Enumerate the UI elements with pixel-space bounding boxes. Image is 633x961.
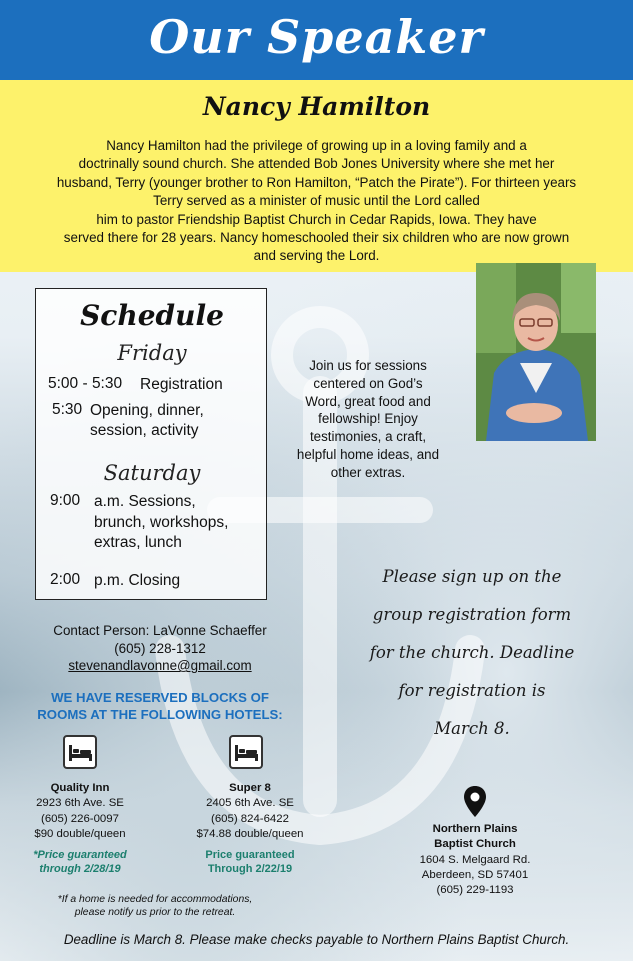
hotel-quality-inn [10, 781, 150, 842]
speaker-photo [476, 263, 596, 441]
contact-email-link[interactable]: stevenandlavonne@gmail.com [68, 658, 252, 674]
signup-line: group registration form [372, 605, 572, 624]
schedule-item: session, activity [90, 422, 199, 439]
schedule-item: Registration [140, 376, 223, 393]
hotels-heading-line: ROOMS AT THE FOLLOWING HOTELS: [37, 707, 283, 722]
schedule-item: extras, lunch [94, 534, 182, 551]
price-line: Price guaranteed [205, 849, 295, 861]
bio-line: doctrinally sound church. She attended Bob Jones University where she met her [78, 156, 555, 172]
schedule-time: 5:30 [52, 401, 83, 418]
church-name: Baptist Church [434, 838, 516, 851]
church-name: Northern Plains [432, 823, 518, 835]
speaker-name: Nancy Hamilton [202, 92, 431, 121]
note-line: please notify us prior to the retreat. [74, 907, 236, 918]
hotel-address: 2923 6th Ave. SE [36, 797, 124, 810]
hotel-phone: (605) 824-6422 [211, 812, 289, 825]
join-line: testimonies, a craft, [309, 429, 427, 445]
price-line: Through 2/22/19 [207, 863, 293, 875]
church-block [395, 822, 555, 898]
join-text [283, 357, 453, 482]
join-line: Join us for sessions [309, 358, 427, 373]
contact-phone: (605) 228-1312 [114, 640, 206, 656]
price-line: *Price guaranteed [33, 849, 127, 861]
bed-icon [63, 735, 97, 769]
hotels-heading-line: WE HAVE RESERVED BLOCKS OF [51, 690, 269, 705]
bio-line: and serving the Lord. [253, 248, 380, 264]
bio-line: him to pastor Friendship Baptist Church in Cedar Rapids, Iowa. They have [96, 211, 537, 227]
day-saturday: Saturday [103, 461, 201, 485]
price-guarantee [180, 848, 320, 876]
hotel-rate: $74.88 double/queen [196, 827, 304, 840]
bed-icon [229, 735, 263, 769]
deadline-footer: Deadline is March 8. Please make checks payable to Northern Plains Baptist Church. [63, 932, 570, 947]
signup-line: March 8. [434, 719, 510, 738]
hotel-name: Quality Inn [50, 782, 110, 794]
join-line: Word, great food and [305, 393, 431, 409]
hotel-address: 2405 6th Ave. SE [206, 797, 294, 810]
price-guarantee [10, 848, 150, 876]
bio-line: husband, Terry (younger brother to Ron Hamilton, “Patch the Pirate”). For thirteen years [56, 174, 577, 190]
hotel-name: Super 8 [229, 782, 271, 794]
schedule-title: Schedule [80, 299, 224, 332]
hotel-super-8 [180, 781, 320, 842]
portrait-image [476, 263, 596, 441]
signup-line: Please sign up on the [382, 567, 562, 586]
map-pin-icon [462, 785, 488, 819]
accommodation-note [30, 893, 280, 919]
bio-line: Nancy Hamilton had the privilege of growing up in a loving family and a [106, 138, 527, 153]
join-line: helpful home ideas, and [296, 446, 440, 462]
signup-text [352, 558, 592, 748]
schedule-time: 2:00 [50, 571, 81, 588]
signup-line: for registration is [398, 681, 546, 700]
hotel-rate: $90 double/queen [34, 827, 126, 840]
contact-person: Contact Person: LaVonne Schaeffer [53, 623, 267, 638]
join-line: centered on God’s [313, 375, 423, 391]
schedule-box [35, 288, 267, 600]
church-city: Aberdeen, SD 57401 [421, 868, 529, 881]
church-address: 1604 S. Melgaard Rd. [419, 853, 531, 866]
schedule-item: brunch, workshops, [94, 514, 229, 531]
contact-block [40, 622, 280, 675]
schedule-time: 9:00 [50, 492, 81, 509]
price-line: through 2/28/19 [39, 863, 121, 875]
signup-line: for the church. Deadline [369, 643, 575, 662]
day-friday: Friday [117, 341, 187, 365]
note-line: *If a home is needed for accommodations, [57, 894, 253, 905]
page-title: Our Speaker [149, 10, 484, 64]
schedule-item: Opening, dinner, [90, 402, 204, 419]
church-phone: (605) 229-1193 [436, 884, 514, 897]
hotels-heading [20, 689, 300, 723]
bio-line: Terry served as a minister of music until the Lord called [153, 193, 480, 209]
schedule-item: a.m. Sessions, [94, 493, 196, 510]
hotel-phone: (605) 226-0097 [41, 812, 119, 825]
schedule-time: 5:00 - 5:30 [48, 375, 123, 392]
schedule-item: p.m. Closing [94, 572, 181, 589]
join-line: other extras. [330, 464, 406, 480]
speaker-bio [14, 137, 619, 266]
join-line: fellowship! Enjoy [318, 411, 418, 427]
bio-line: served there for 28 years. Nancy homeschooled their six children who are now grown [63, 230, 570, 246]
